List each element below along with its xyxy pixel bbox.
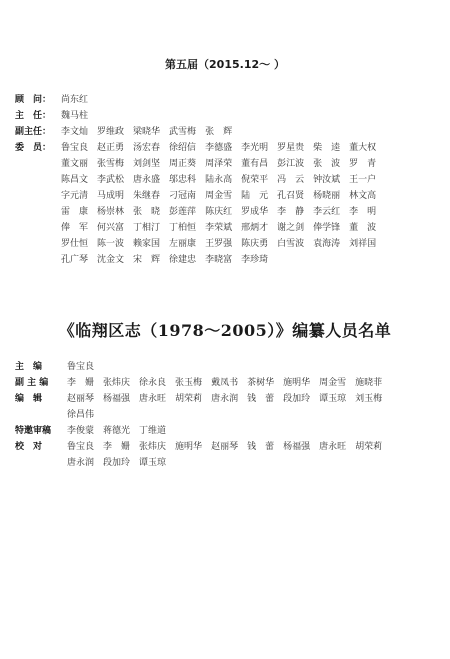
person-name: 李德盛 — [205, 143, 233, 153]
person-name: 汤宏春 — [133, 143, 161, 153]
person-name: 倪荣平 — [241, 175, 269, 185]
person-name: 丁相汀 — [133, 223, 161, 233]
person-name: 钱 蕾 — [247, 394, 275, 404]
person-name: 梁晓华 — [133, 127, 161, 137]
person-name: 赵丽琴 — [211, 442, 239, 452]
person-name: 魏马柱 — [61, 111, 89, 121]
role-label: 顾 问： — [15, 95, 52, 105]
person-name: 董文丽 — [61, 159, 89, 169]
person-name: 段加玲 — [103, 458, 131, 468]
person-name: 袁海涛 — [313, 239, 341, 249]
person-name: 唐永盛 — [133, 175, 161, 185]
person-name: 徐昌伟 — [67, 410, 95, 420]
person-name: 杨福强 — [283, 442, 311, 452]
person-name: 鲁宝良 — [67, 442, 95, 452]
person-name: 刘祥国 — [349, 239, 377, 249]
role-label: 校 对 — [15, 442, 43, 452]
person-name: 丁柏恒 — [169, 223, 197, 233]
person-name: 白雪波 — [277, 239, 305, 249]
person-name: 柴 逵 — [313, 143, 341, 153]
person-name: 董 波 — [349, 223, 377, 233]
person-name: 王罗强 — [205, 239, 233, 249]
person-name: 周正葵 — [169, 159, 197, 169]
person-name: 罗成华 — [241, 207, 269, 217]
person-name: 赵正勇 — [97, 143, 125, 153]
person-name: 杨福强 — [103, 394, 131, 404]
person-name: 张 波 — [313, 159, 341, 169]
person-name: 邬忠科 — [169, 175, 197, 185]
person-name: 钟汝斌 — [313, 175, 341, 185]
person-name: 李晓富 — [205, 255, 233, 265]
person-name: 陆永高 — [205, 175, 233, 185]
person-name: 赖家国 — [133, 239, 161, 249]
person-name: 雷 康 — [61, 207, 89, 217]
person-name: 何兴富 — [97, 223, 125, 233]
names-group — [61, 92, 97, 108]
person-name: 谭玉琼 — [139, 458, 167, 468]
person-name: 陈一波 — [97, 239, 125, 249]
person-name: 宋 辉 — [133, 255, 161, 265]
person-name: 徐绍信 — [169, 143, 197, 153]
names-group — [67, 359, 103, 375]
names-group — [61, 252, 277, 268]
names-group — [67, 423, 175, 439]
person-name: 彭莲萍 — [169, 207, 197, 217]
person-name: 杨晓丽 — [313, 191, 341, 201]
person-name: 李俊蒙 — [67, 426, 95, 436]
person-name: 谢之剑 — [277, 223, 305, 233]
person-name: 施明华 — [175, 442, 203, 452]
role-label: 委 员： — [15, 143, 52, 153]
role-label: 主 编 — [15, 362, 43, 372]
person-name: 武雪梅 — [169, 127, 197, 137]
person-name: 周金雪 — [205, 191, 233, 201]
person-name: 俸学锋 — [313, 223, 341, 233]
person-name: 杨崇林 — [97, 207, 125, 217]
role-label: 副主任： — [15, 127, 52, 137]
person-name: 张炜庆 — [139, 442, 167, 452]
person-name: 胡荣莉 — [175, 394, 203, 404]
person-name: 李武松 — [97, 175, 125, 185]
person-name: 陆 元 — [241, 191, 269, 201]
person-name: 施明华 — [283, 378, 311, 388]
person-name: 邢炳才 — [241, 223, 269, 233]
names-group — [61, 188, 385, 204]
person-name: 罗维政 — [97, 127, 125, 137]
person-name: 周泽荣 — [205, 159, 233, 169]
person-name: 唐永润 — [211, 394, 239, 404]
role-label: 主 任： — [15, 111, 52, 121]
person-name: 赵丽琴 — [67, 394, 95, 404]
person-name: 鲁宝良 — [61, 143, 89, 153]
person-name: 罗星贵 — [277, 143, 305, 153]
person-name: 徐永良 — [139, 378, 167, 388]
person-name: 唐永润 — [67, 458, 95, 468]
person-name: 李 姗 — [67, 378, 95, 388]
names-group — [61, 140, 385, 156]
person-name: 朱继春 — [133, 191, 161, 201]
person-name: 谭玉琼 — [319, 394, 347, 404]
names-group — [67, 391, 391, 407]
person-name: 罗仕恒 — [61, 239, 89, 249]
person-name: 徐建忠 — [169, 255, 197, 265]
person-name: 字元清 — [61, 191, 89, 201]
person-name: 段加玲 — [283, 394, 311, 404]
person-name: 钱 蕾 — [247, 442, 275, 452]
person-name: 刁冠南 — [169, 191, 197, 201]
person-name: 李 静 — [277, 207, 305, 217]
person-name: 彭江波 — [277, 159, 305, 169]
role-label: 副 主 编 — [15, 378, 49, 388]
person-name: 张 晓 — [133, 207, 161, 217]
person-name: 罗 青 — [349, 159, 377, 169]
person-name: 刘玉梅 — [355, 394, 383, 404]
person-name: 李 明 — [349, 207, 377, 217]
person-name: 董有昌 — [241, 159, 269, 169]
person-name: 董大权 — [349, 143, 377, 153]
person-name: 马成明 — [97, 191, 125, 201]
person-name: 唐永旺 — [319, 442, 347, 452]
person-name: 周金雪 — [319, 378, 347, 388]
person-name: 张炜庆 — [103, 378, 131, 388]
person-name: 李荣斌 — [205, 223, 233, 233]
person-name: 李 姗 — [103, 442, 131, 452]
person-name: 陈庆勇 — [241, 239, 269, 249]
names-group — [61, 172, 385, 188]
person-name: 戴凤书 — [211, 378, 239, 388]
person-name: 尚东红 — [61, 95, 89, 105]
names-group — [61, 236, 385, 252]
role-label: 特邀审稿 — [15, 426, 52, 436]
person-name: 陈昌文 — [61, 175, 89, 185]
person-name: 鲁宝良 — [67, 362, 95, 372]
names-group — [67, 439, 391, 455]
names-group — [67, 455, 175, 471]
person-name: 王一户 — [349, 175, 377, 185]
person-name: 丁维道 — [139, 426, 167, 436]
person-name: 蒋德光 — [103, 426, 131, 436]
names-group — [67, 407, 103, 423]
person-name: 唐永旺 — [139, 394, 167, 404]
section1-heading: 第五届（2015.12～ ） — [165, 58, 285, 71]
person-name: 俸 军 — [61, 223, 89, 233]
person-name: 左丽康 — [169, 239, 197, 249]
person-name: 李云红 — [313, 207, 341, 217]
person-name: 张玉梅 — [175, 378, 203, 388]
names-group — [61, 124, 241, 140]
person-name: 冯 云 — [277, 175, 305, 185]
person-name: 陈庆红 — [205, 207, 233, 217]
names-group — [61, 108, 97, 124]
person-name: 刘剑坚 — [133, 159, 161, 169]
person-name: 沈金文 — [97, 255, 125, 265]
names-group — [61, 156, 385, 172]
role-label: 编 辑 — [15, 394, 43, 404]
person-name: 李珍琦 — [241, 255, 269, 265]
names-group — [61, 204, 385, 220]
person-name: 张雪梅 — [97, 159, 125, 169]
person-name: 胡荣莉 — [355, 442, 383, 452]
person-name: 孔召贤 — [277, 191, 305, 201]
person-name: 张 辉 — [205, 127, 233, 137]
person-name: 茶树华 — [247, 378, 275, 388]
person-name: 李光明 — [241, 143, 269, 153]
names-group — [61, 220, 385, 236]
person-name: 林文高 — [349, 191, 377, 201]
names-group — [67, 375, 391, 391]
person-name: 施晓菲 — [355, 378, 383, 388]
person-name: 孔广琴 — [61, 255, 89, 265]
section2-title: 《临翔区志（1978～2005）》编纂人员名单 — [58, 321, 392, 340]
person-name: 李文灿 — [61, 127, 89, 137]
